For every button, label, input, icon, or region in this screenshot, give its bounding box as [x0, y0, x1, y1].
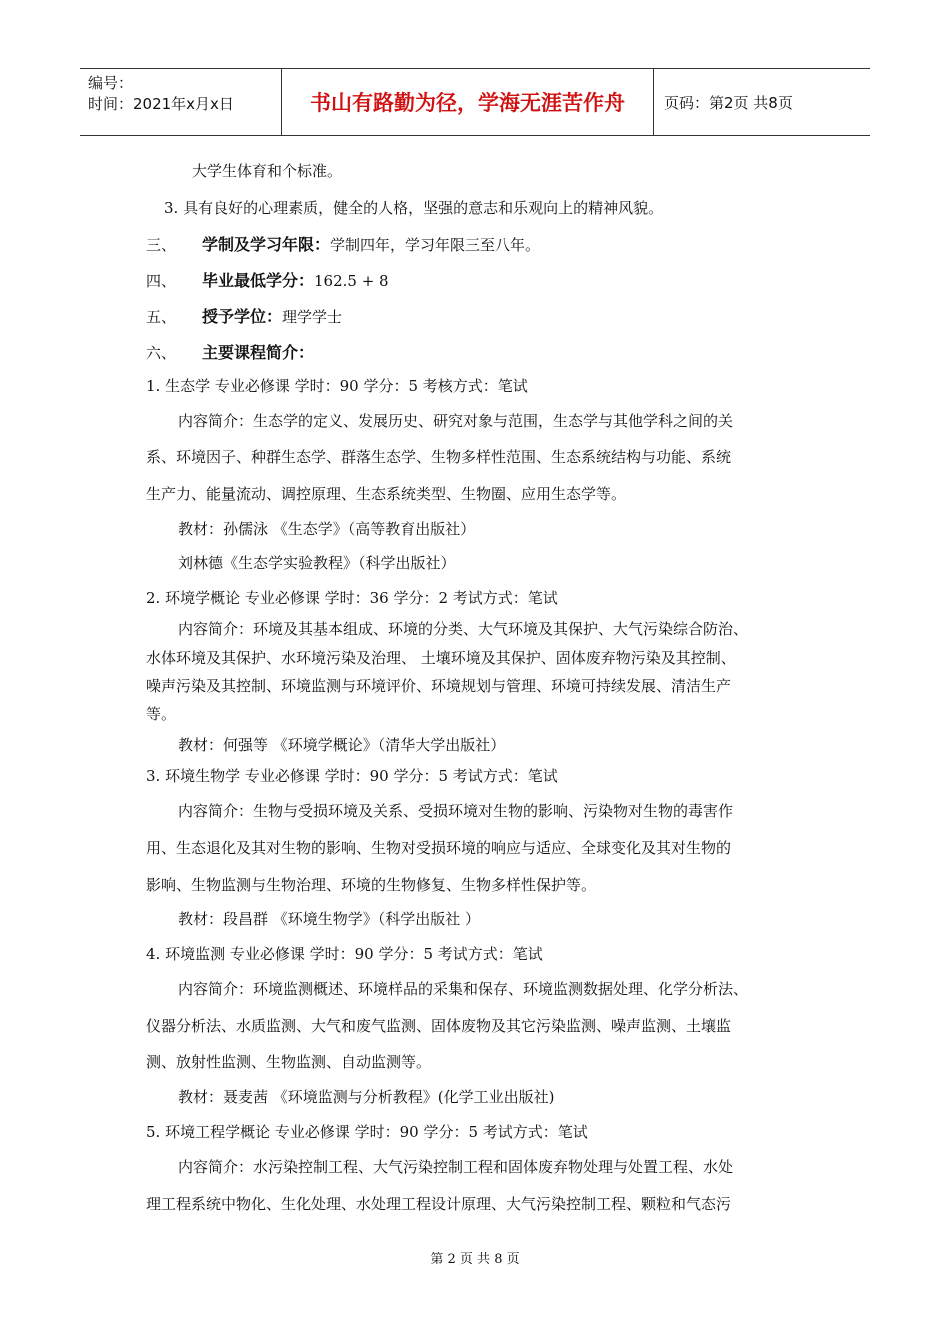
document-time: 时间：2021年x月x日: [88, 95, 234, 113]
section-number: 四、: [146, 272, 177, 290]
course-textbook: 教材：何强等 《环境学概论》（清华大学出版社）: [178, 736, 506, 754]
page-header: [80, 68, 870, 136]
section-text: 162.5 + 8: [314, 272, 389, 290]
course-textbook: 刘林德《生态学实验教程》（科学出版社）: [178, 554, 456, 572]
course-description: 内容简介：环境监测概述、环境样品的采集和保存、环境监测数据处理、化学分析法、: [178, 980, 749, 998]
section-3: [146, 232, 540, 255]
course-description: 内容简介：水污染控制工程、大气污染控制工程和固体废弃物处理与处置工程、水处: [178, 1158, 734, 1176]
section-number: 五、: [146, 308, 177, 326]
section-title: 授予学位：: [202, 307, 283, 326]
course-heading: 1. 生态学 专业必修课 学时：90 学分：5 考核方式：笔试: [146, 377, 528, 395]
section-text: 理学学士: [282, 308, 343, 326]
course-heading: 3. 环境生物学 专业必修课 学时：90 学分：5 考试方式：笔试: [146, 767, 558, 785]
header-meta: [80, 69, 282, 135]
course-heading: 5. 环境工程学概论 专业必修课 学时：90 学分：5 考试方式：笔试: [146, 1123, 588, 1141]
section-4: [146, 268, 389, 291]
course-description: 内容简介：环境及其基本组成、环境的分类、大气环境及其保护、大气污染综合防治、: [178, 620, 749, 638]
course-description: 测、放射性监测、生物监测、自动监测等。: [146, 1053, 432, 1071]
section-text: 学制四年，学习年限三至八年。: [330, 236, 541, 254]
header-page-number: 页码：第2页 共8页: [664, 93, 793, 112]
course-heading: 2. 环境学概论 专业必修课 学时：36 学分：2 考试方式：笔试: [146, 589, 558, 607]
header-motto: 书山有路勤为径，学海无涯苦作舟: [282, 69, 654, 135]
course-description: 噪声污染及其控制、环境监测与环境评价、环境规划与管理、环境可持续发展、清洁生产: [146, 677, 732, 695]
section-title: 毕业最低学分：: [202, 271, 315, 290]
document-number: 编号：: [88, 74, 134, 92]
course-textbook: 教材：聂麦茜 《环境监测与分析教程》(化学工业出版社): [178, 1088, 555, 1106]
section-6: [146, 340, 314, 363]
course-description: 影响、生物监测与生物治理、环境的生物修复、生物多样性保护等。: [146, 876, 597, 894]
course-heading: 4. 环境监测 专业必修课 学时：90 学分：5 考试方式：笔试: [146, 945, 543, 963]
section-title: 主要课程简介：: [202, 343, 315, 362]
section-5: [146, 304, 342, 327]
course-description: 水体环境及其保护、水环境污染及治理、 土壤环境及其保护、固体废弃物污染及其控制、: [146, 649, 736, 667]
course-description: 用、生态退化及其对生物的影响、生物对受损环境的响应与适应、全球变化及其对生物的: [146, 839, 732, 857]
course-textbook: 教材：段昌群 《环境生物学》（科学出版社 ）: [178, 910, 481, 928]
text-line: 大学生体育和个标准。: [192, 162, 343, 180]
section-title: 学制及学习年限：: [202, 235, 331, 254]
section-number: 六、: [146, 344, 177, 362]
text-line: 3. 具有良好的心理素质，健全的人格，坚强的意志和乐观向上的精神风貌。: [164, 199, 664, 217]
page-footer: 第 2 页 共 8 页: [430, 1252, 520, 1267]
course-description: 理工程系统中物化、生化处理、水处理工程设计原理、大气污染控制工程、颗粒和气态污: [146, 1195, 732, 1213]
section-number: 三、: [146, 236, 177, 254]
course-textbook: 教材：孙儒泳 《生态学》（高等教育出版社）: [178, 520, 476, 538]
course-description: 仪器分析法、水质监测、大气和废气监测、固体废物及其它污染监测、噪声监测、土壤监: [146, 1017, 732, 1035]
course-description: 内容简介：生态学的定义、发展历史、研究对象与范围，生态学与其他学科之间的关: [178, 412, 734, 430]
course-description: 系、环境因子、种群生态学、群落生态学、生物多样性范围、生态系统结构与功能、系统: [146, 448, 732, 466]
course-description: 等。: [146, 705, 177, 723]
course-description: 生产力、能量流动、调控原理、生态系统类型、生物圈、应用生态学等。: [146, 485, 627, 503]
course-description: 内容简介：生物与受损环境及关系、受损环境对生物的影响、污染物对生物的毒害作: [178, 802, 734, 820]
